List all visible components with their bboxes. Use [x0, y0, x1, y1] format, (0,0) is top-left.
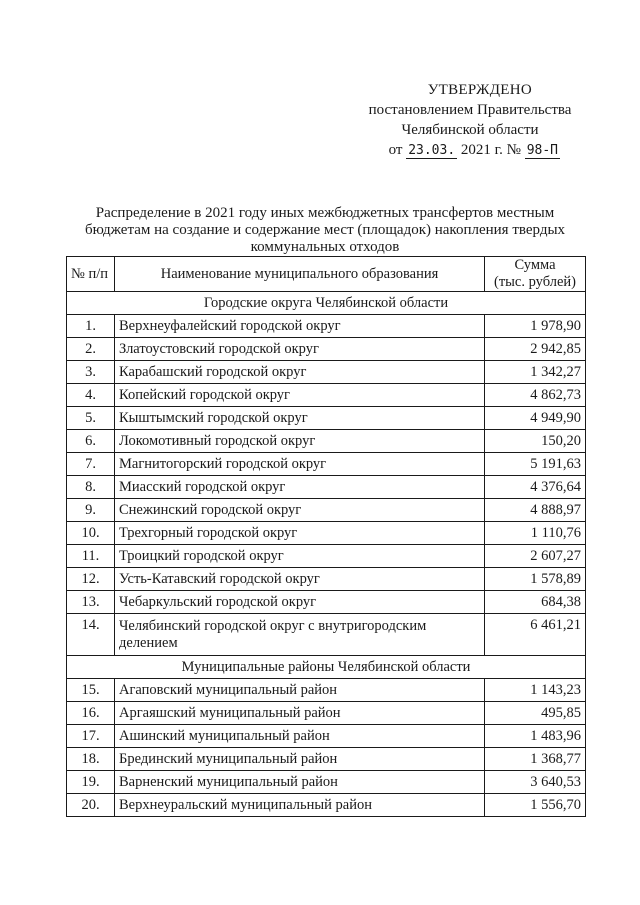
- table-row: [67, 748, 586, 771]
- allocation-table: [66, 256, 586, 817]
- table-row: [67, 771, 586, 794]
- row-sum: 1 368,77: [485, 748, 586, 771]
- row-number: 12.: [67, 568, 115, 591]
- row-sum: 4 949,90: [485, 407, 586, 430]
- header-num: № п/п: [67, 257, 115, 292]
- row-sum: 3 640,53: [485, 771, 586, 794]
- table-row: [67, 545, 586, 568]
- row-number: 1.: [67, 315, 115, 338]
- section-row: [67, 292, 586, 315]
- municipality-name: Магнитогорский городской округ: [115, 453, 485, 476]
- table-row: [67, 725, 586, 748]
- table-row: [67, 453, 586, 476]
- table-row: [67, 384, 586, 407]
- row-number: 9.: [67, 499, 115, 522]
- row-sum: 150,20: [485, 430, 586, 453]
- row-number: 10.: [67, 522, 115, 545]
- municipality-name: Миасский городской округ: [115, 476, 485, 499]
- row-number: 3.: [67, 361, 115, 384]
- approval-line-1: постановлением Правительства: [368, 102, 572, 118]
- municipality-name: Трехгорный городской округ: [115, 522, 485, 545]
- table-row: [67, 338, 586, 361]
- municipality-name: Брединский муниципальный район: [115, 748, 485, 771]
- section-row: [67, 656, 586, 679]
- header-sum-line-1: Сумма: [514, 257, 556, 273]
- row-sum: 495,85: [485, 702, 586, 725]
- date-value: 23.03.: [408, 143, 456, 158]
- row-number: 2.: [67, 338, 115, 361]
- row-number: 4.: [67, 384, 115, 407]
- table-body: [67, 292, 586, 817]
- row-number: 14.: [67, 614, 115, 656]
- row-sum: 684,38: [485, 591, 586, 614]
- row-number: 16.: [67, 702, 115, 725]
- row-number: 11.: [67, 545, 115, 568]
- table-row: [67, 794, 586, 817]
- municipality-name: Локомотивный городской округ: [115, 430, 485, 453]
- municipality-name: Агаповский муниципальный район: [115, 679, 485, 702]
- header-sum: [485, 257, 586, 292]
- row-sum: 1 110,76: [485, 522, 586, 545]
- table-row: [67, 679, 586, 702]
- row-sum: 1 143,23: [485, 679, 586, 702]
- municipality-name: Верхнеуральский муниципальный район: [115, 794, 485, 817]
- table-row: [67, 407, 586, 430]
- municipality-name: Ашинский муниципальный район: [115, 725, 485, 748]
- row-sum: 6 461,21: [485, 614, 586, 656]
- row-number: 15.: [67, 679, 115, 702]
- document-title: Распределение в 2021 году иных межбюджетных трансфертов местным бюджетам на создание и содержание мест (площадок) накопления твердых коммунальных отходов: [84, 205, 566, 255]
- municipality-name: Снежинский городской округ: [115, 499, 485, 522]
- row-number: 7.: [67, 453, 115, 476]
- row-sum: 1 342,27: [485, 361, 586, 384]
- row-sum: 1 556,70: [485, 794, 586, 817]
- table-row: [67, 591, 586, 614]
- row-number: 6.: [67, 430, 115, 453]
- approval-stamp: [350, 80, 590, 161]
- row-number: 13.: [67, 591, 115, 614]
- row-number: 20.: [67, 794, 115, 817]
- row-number: 5.: [67, 407, 115, 430]
- municipality-name: Троицкий городской округ: [115, 545, 485, 568]
- row-sum: 1 978,90: [485, 315, 586, 338]
- table-row: [67, 430, 586, 453]
- approval-title: УТВЕРЖДЕНО: [427, 82, 532, 98]
- table-row: [67, 315, 586, 338]
- municipality-name: Челябинский городской округ с внутригородским делением: [115, 614, 485, 656]
- table-row: [67, 568, 586, 591]
- date-prefix: от: [388, 142, 403, 158]
- row-number: 8.: [67, 476, 115, 499]
- municipality-name: Златоустовский городской округ: [115, 338, 485, 361]
- year-text: 2021 г. №: [460, 142, 521, 158]
- row-number: 19.: [67, 771, 115, 794]
- municipality-name: Копейский городской округ: [115, 384, 485, 407]
- row-sum: 1 578,89: [485, 568, 586, 591]
- table-row: [67, 499, 586, 522]
- table-row: [67, 522, 586, 545]
- header-sum-line-2: (тыс. рублей): [494, 274, 576, 290]
- row-sum: 1 483,96: [485, 725, 586, 748]
- municipality-name: Варненский муниципальный район: [115, 771, 485, 794]
- header-name: Наименование муниципального образования: [115, 257, 485, 292]
- row-sum: 4 888,97: [485, 499, 586, 522]
- row-sum: 5 191,63: [485, 453, 586, 476]
- table-row: [67, 702, 586, 725]
- row-sum: 4 376,64: [485, 476, 586, 499]
- row-sum: 4 862,73: [485, 384, 586, 407]
- municipality-name: Усть-Катавский городской округ: [115, 568, 485, 591]
- table-row: [67, 614, 586, 656]
- approval-date-line: [350, 140, 590, 161]
- number-value: 98-П: [526, 143, 558, 158]
- row-number: 17.: [67, 725, 115, 748]
- municipality-name: Кыштымский городской округ: [115, 407, 485, 430]
- approval-line-2: Челябинской области: [401, 122, 539, 138]
- municipality-name: Карабашский городской округ: [115, 361, 485, 384]
- section-title: Муниципальные районы Челябинской области: [67, 656, 586, 679]
- row-sum: 2 942,85: [485, 338, 586, 361]
- row-sum: 2 607,27: [485, 545, 586, 568]
- municipality-name: Аргаяшский муниципальный район: [115, 702, 485, 725]
- municipality-name: Верхнеуфалейский городской округ: [115, 315, 485, 338]
- row-number: 18.: [67, 748, 115, 771]
- table-row: [67, 361, 586, 384]
- municipality-name: Чебаркульский городской округ: [115, 591, 485, 614]
- table-header-row: [67, 257, 586, 292]
- section-title: Городские округа Челябинской области: [67, 292, 586, 315]
- table-row: [67, 476, 586, 499]
